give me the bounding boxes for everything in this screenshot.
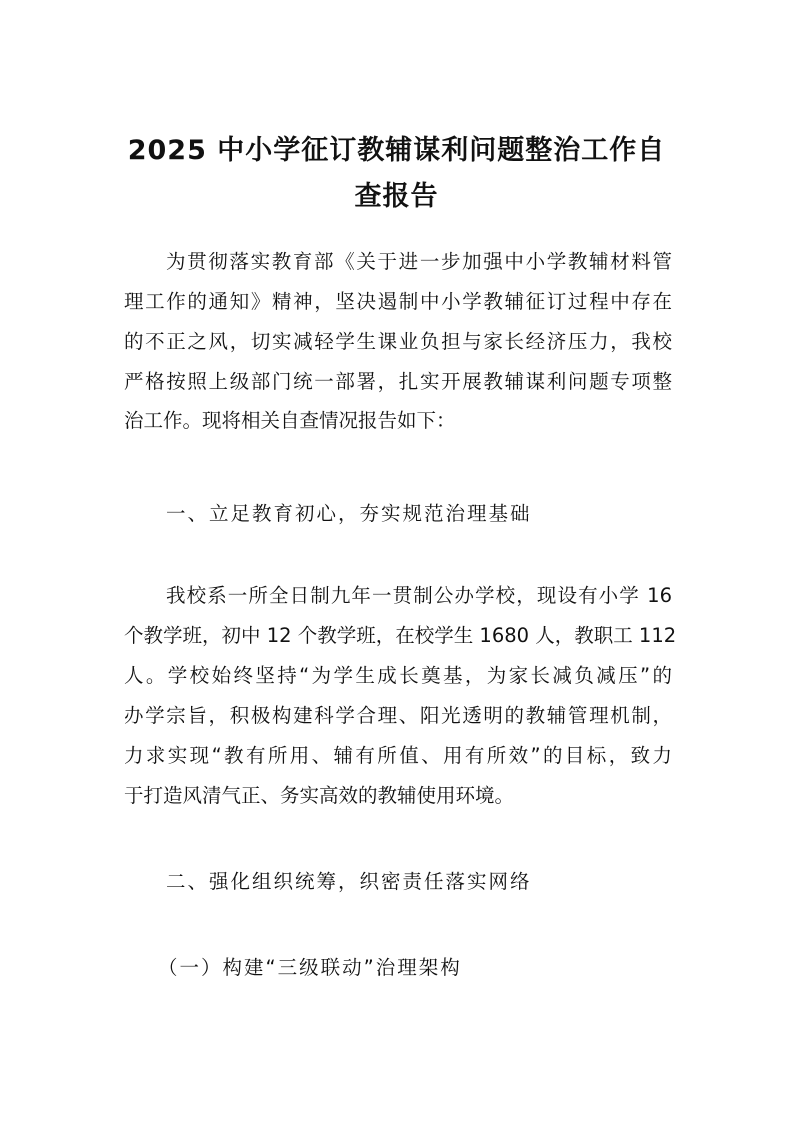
paragraph-line: 人。学校始终坚持“为学生成长奠基，为家长减负减压”的 xyxy=(124,664,672,687)
paragraph-line: 为贯彻落实教育部《关于进一步加强中小学教辅材料管 xyxy=(166,250,672,273)
section-1-heading: 一、立足教育初心，夯实规范治理基础 xyxy=(166,502,532,525)
section-2-subheading: （一）构建“三级联动”治理架构 xyxy=(158,956,462,979)
paragraph-line: 力求实现“教有所用、辅有所值、用有所效”的目标，致力 xyxy=(124,744,672,767)
paragraph-line: 我校系一所全日制九年一贯制公办学校，现设有小学 16 xyxy=(166,584,672,607)
section-2-heading: 二、强化组织统筹，织密责任落实网络 xyxy=(166,870,532,893)
paragraph-line: 治工作。现将相关自查情况报告如下： xyxy=(124,409,456,432)
paragraph-line: 严格按照上级部门统一部署，扎实开展教辅谋利问题专项整 xyxy=(124,370,672,393)
paragraph-line: 个教学班，初中 12 个教学班，在校学生 1680 人，教职工 112 xyxy=(124,624,677,647)
paragraph-line: 的不正之风，切实减轻学生课业负担与家长经济压力，我校 xyxy=(124,330,672,353)
title-line-2: 查报告 xyxy=(354,181,439,212)
paragraph-line: 办学宗旨，积极构建科学合理、阳光透明的教辅管理机制， xyxy=(124,704,672,727)
title-line-1: 2025 中小学征订教辅谋利问题整治工作自 xyxy=(127,135,666,166)
paragraph-line: 理工作的通知》精神，坚决遏制中小学教辅征订过程中存在 xyxy=(124,290,672,313)
paragraph-line: 于打造风清气正、务实高效的教辅使用环境。 xyxy=(124,784,515,807)
